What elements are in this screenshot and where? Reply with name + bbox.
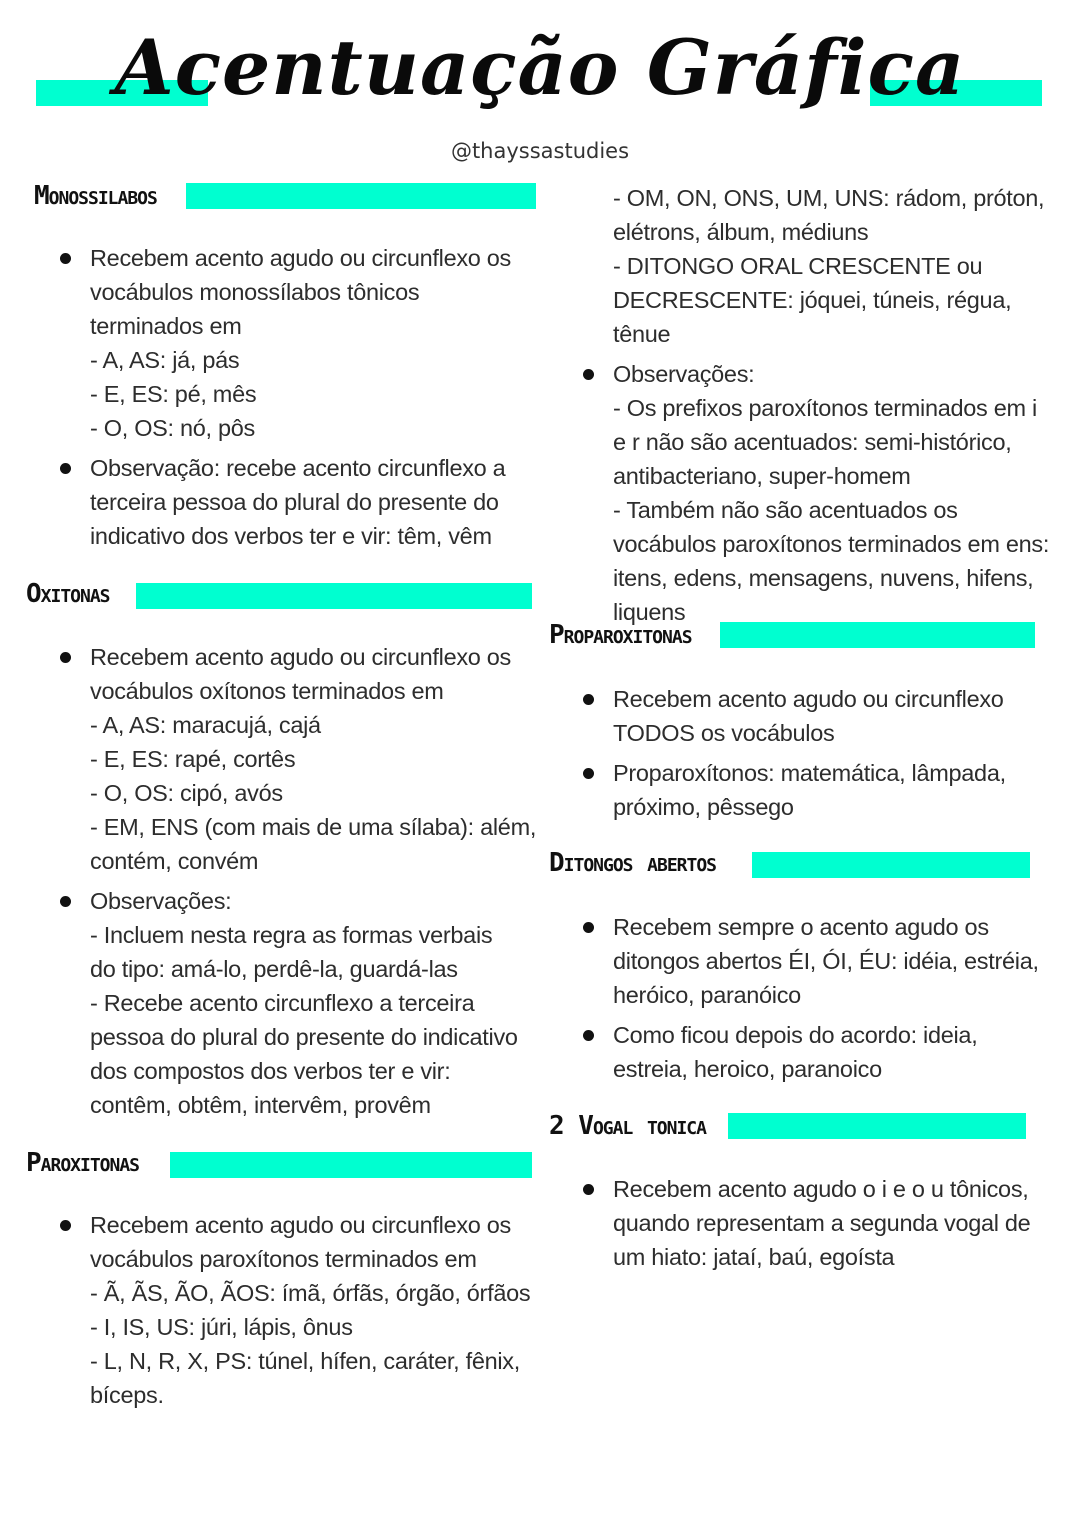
text-line: vocábulos oxítonos terminados em	[90, 678, 444, 704]
text-line: ditongos abertos ÉI, ÓI, ÉU: idéia, estréia,	[613, 948, 1039, 974]
text-line: - L, N, R, X, PS: túnel, hífen, caráter, fênix,	[90, 1348, 520, 1374]
text-line: - Também não são acentuados os	[613, 497, 958, 523]
text-line: - Os prefixos paroxítonos terminados em i	[613, 395, 1037, 421]
text-line: um hiato: jataí, baú, egoísta	[613, 1244, 895, 1270]
text-line: - Recebe acento circunflexo a terceira	[90, 990, 475, 1016]
heading-accent-bar	[186, 183, 536, 209]
text-line: - A, AS: já, pás	[90, 347, 240, 373]
list-monossilabos	[60, 241, 540, 559]
list-item	[60, 241, 540, 445]
text-line: liquens	[613, 599, 686, 625]
page-title: Acentuação Gráfica	[114, 23, 966, 112]
heading-proparoxitonas: Proparoxitonas	[549, 620, 692, 650]
text-line: - Incluem nesta regra as formas verbais	[90, 922, 493, 948]
text-line: - A, AS: maracujá, cajá	[90, 712, 321, 738]
list-item	[583, 682, 1053, 750]
text-line: pessoa do plural do presente do indicativo	[90, 1024, 518, 1050]
author-handle: @thayssastudies	[450, 139, 630, 163]
text-line: próximo, pêssego	[613, 794, 794, 820]
list-item	[60, 1208, 550, 1412]
list-paroxitonas-continued	[583, 181, 1063, 635]
text-line: Observações:	[90, 888, 232, 914]
list-paroxitonas	[60, 1208, 550, 1418]
text-line: e r não são acentuados: semi-histórico,	[613, 429, 1012, 455]
text-line: contêm, obtêm, intervêm, provêm	[90, 1092, 431, 1118]
text-line: Como ficou depois do acordo: ideia,	[613, 1022, 978, 1048]
heading-accent-bar	[136, 583, 532, 609]
text-line: - EM, ENS (com mais de uma sílaba): além,	[90, 814, 537, 840]
text-line: antibacteriano, super-homem	[613, 463, 911, 489]
text-line: Recebem acento agudo ou circunflexo os	[90, 644, 512, 670]
list-proparoxitonas	[583, 682, 1053, 830]
list-item	[583, 1172, 1053, 1274]
text-line: indicativo dos verbos ter e vir: têm, vêm	[90, 523, 492, 549]
text-line: terceira pessoa do plural do presente do	[90, 489, 499, 515]
list-item	[60, 640, 540, 878]
text-line: vocábulos paroxítonos terminados em ens:	[613, 531, 1050, 557]
text-line: Recebem acento agudo ou circunflexo	[613, 686, 1004, 712]
text-line: - Ã, ÃS, ÃO, ÃOS: ímã, órfãs, órgão, órfãos	[90, 1280, 531, 1306]
list-item-continued	[583, 181, 1063, 351]
heading-oxitonas: Oxitonas	[26, 579, 110, 609]
text-line: - O, OS: cipó, avós	[90, 780, 283, 806]
text-line: Recebem acento agudo ou circunflexo os	[90, 1212, 512, 1238]
heading-accent-bar	[720, 622, 1035, 648]
text-line: terminados em	[90, 313, 242, 339]
list-item	[583, 910, 1053, 1012]
text-line: - I, IS, US: júri, lápis, ônus	[90, 1314, 353, 1340]
text-line: quando representam a segunda vogal de	[613, 1210, 1031, 1236]
heading-accent-bar	[752, 852, 1030, 878]
text-line: Observação: recebe acento circunflexo a	[90, 455, 506, 481]
text-line: - E, ES: pé, mês	[90, 381, 257, 407]
text-line: vocábulos paroxítonos terminados em	[90, 1246, 477, 1272]
text-line: vocábulos monossílabos tônicos	[90, 279, 420, 305]
text-line: heróico, paranóico	[613, 982, 801, 1008]
heading-2-vogal-tonica: 2 Vogal tonica	[549, 1111, 706, 1141]
heading-monossilabos: Monossilabos	[34, 181, 157, 211]
text-line: - E, ES: rapé, cortês	[90, 746, 296, 772]
list-ditongos-abertos	[583, 910, 1053, 1092]
heading-accent-bar	[170, 1152, 532, 1178]
text-line: Recebem sempre o acento agudo os	[613, 914, 989, 940]
text-line: estreia, heroico, paranoico	[613, 1056, 882, 1082]
list-2-vogal-tonica	[583, 1172, 1053, 1280]
list-item	[60, 451, 540, 553]
text-line: dos compostos dos verbos ter e vir:	[90, 1058, 451, 1084]
text-line: Recebem acento agudo o i e o u tônicos,	[613, 1176, 1029, 1202]
heading-accent-bar	[728, 1113, 1026, 1139]
list-item	[583, 756, 1053, 824]
text-line: - O, OS: nó, pôs	[90, 415, 255, 441]
text-line: do tipo: amá-lo, perdê-la, guardá-las	[90, 956, 458, 982]
heading-paroxitonas: Paroxitonas	[26, 1148, 140, 1178]
text-line: - DITONGO ORAL CRESCENTE ou	[613, 253, 983, 279]
text-line: itens, edens, mensagens, nuvens, hifens,	[613, 565, 1034, 591]
text-line: contém, convém	[90, 848, 259, 874]
text-line: Recebem acento agudo ou circunflexo os	[90, 245, 512, 271]
text-line: TODOS os vocábulos	[613, 720, 835, 746]
list-item	[60, 884, 540, 1122]
text-line: - OM, ON, ONS, UM, UNS: rádom, próton,	[613, 185, 1045, 211]
text-line: elétrons, álbum, médiuns	[613, 219, 869, 245]
list-item	[583, 1018, 1053, 1086]
list-item	[583, 357, 1063, 629]
heading-ditongos-abertos: Ditongos abertos	[549, 848, 717, 878]
text-line: Observações:	[613, 361, 755, 387]
text-line: bíceps.	[90, 1382, 164, 1408]
list-oxitonas	[60, 640, 540, 1128]
text-line: Proparoxítonos: matemática, lâmpada,	[613, 760, 1006, 786]
text-line: DECRESCENTE: jóquei, túneis, régua, tênue	[613, 287, 1012, 347]
